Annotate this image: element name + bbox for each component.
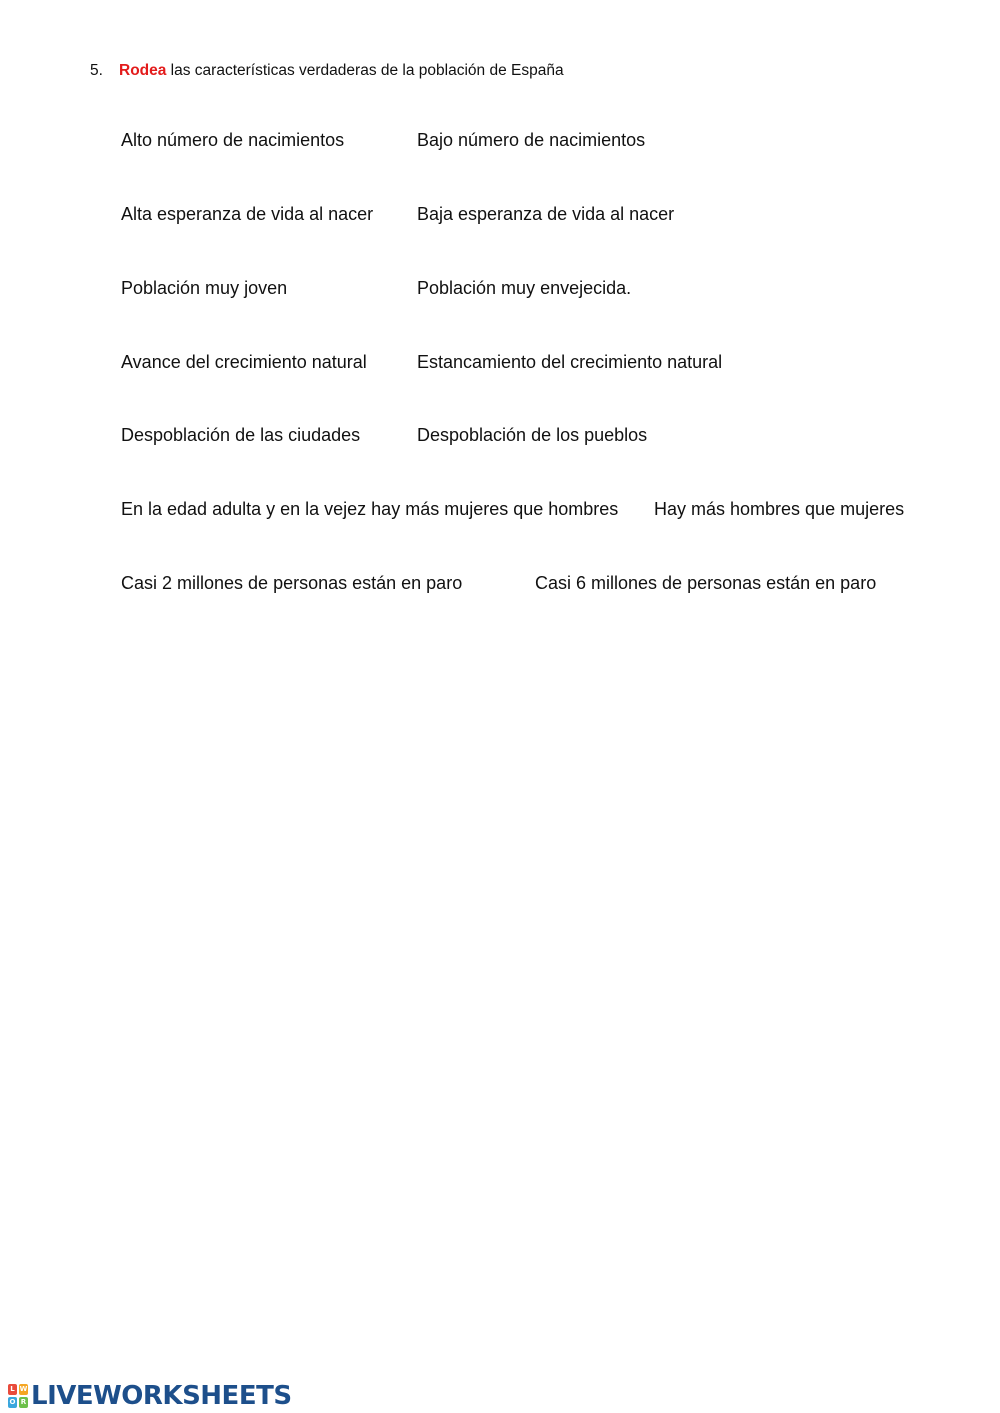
option-right-1[interactable]: Bajo número de nacimientos	[417, 130, 646, 150]
option-left-7[interactable]: Casi 2 millones de personas están en paro	[121, 573, 463, 593]
logo-square-o: O	[9, 1398, 16, 1406]
logo-mark-icon	[8, 1384, 28, 1408]
logo-square-l: L	[8, 1384, 17, 1395]
option-left-2[interactable]: Alta esperanza de vida al nacer	[121, 204, 374, 224]
logo-text: LIVEWORKSHEETS	[31, 1381, 292, 1411]
option-right-2[interactable]: Baja esperanza de vida al nacer	[417, 204, 675, 224]
option-left-4[interactable]: Avance del crecimiento natural	[121, 352, 367, 372]
option-right-3[interactable]: Población muy envejecida.	[417, 278, 632, 298]
option-left-6[interactable]: En la edad adulta y en la vejez hay más mujeres que hombres	[121, 499, 619, 519]
option-left-5[interactable]: Despoblación de las ciudades	[121, 425, 361, 445]
option-right-5[interactable]: Despoblación de los pueblos	[417, 425, 648, 445]
option-left-1[interactable]: Alto número de nacimientos	[121, 130, 345, 150]
option-left-3[interactable]: Población muy joven	[121, 278, 288, 298]
logo-square-w: W	[19, 1385, 28, 1393]
logo-square-r: R	[20, 1398, 27, 1406]
question-number: 5.	[90, 62, 103, 79]
option-right-6[interactable]: Hay más hombres que mujeres	[654, 499, 905, 519]
option-right-7[interactable]: Casi 6 millones de personas están en paro	[535, 573, 877, 593]
instruction-verb: Rodea	[119, 62, 167, 79]
option-right-4[interactable]: Estancamiento del crecimiento natural	[417, 352, 723, 372]
instruction	[90, 60, 564, 82]
liveworksheets-logo	[8, 1381, 292, 1411]
instruction-text: las características verdaderas de la población de España	[166, 62, 564, 79]
